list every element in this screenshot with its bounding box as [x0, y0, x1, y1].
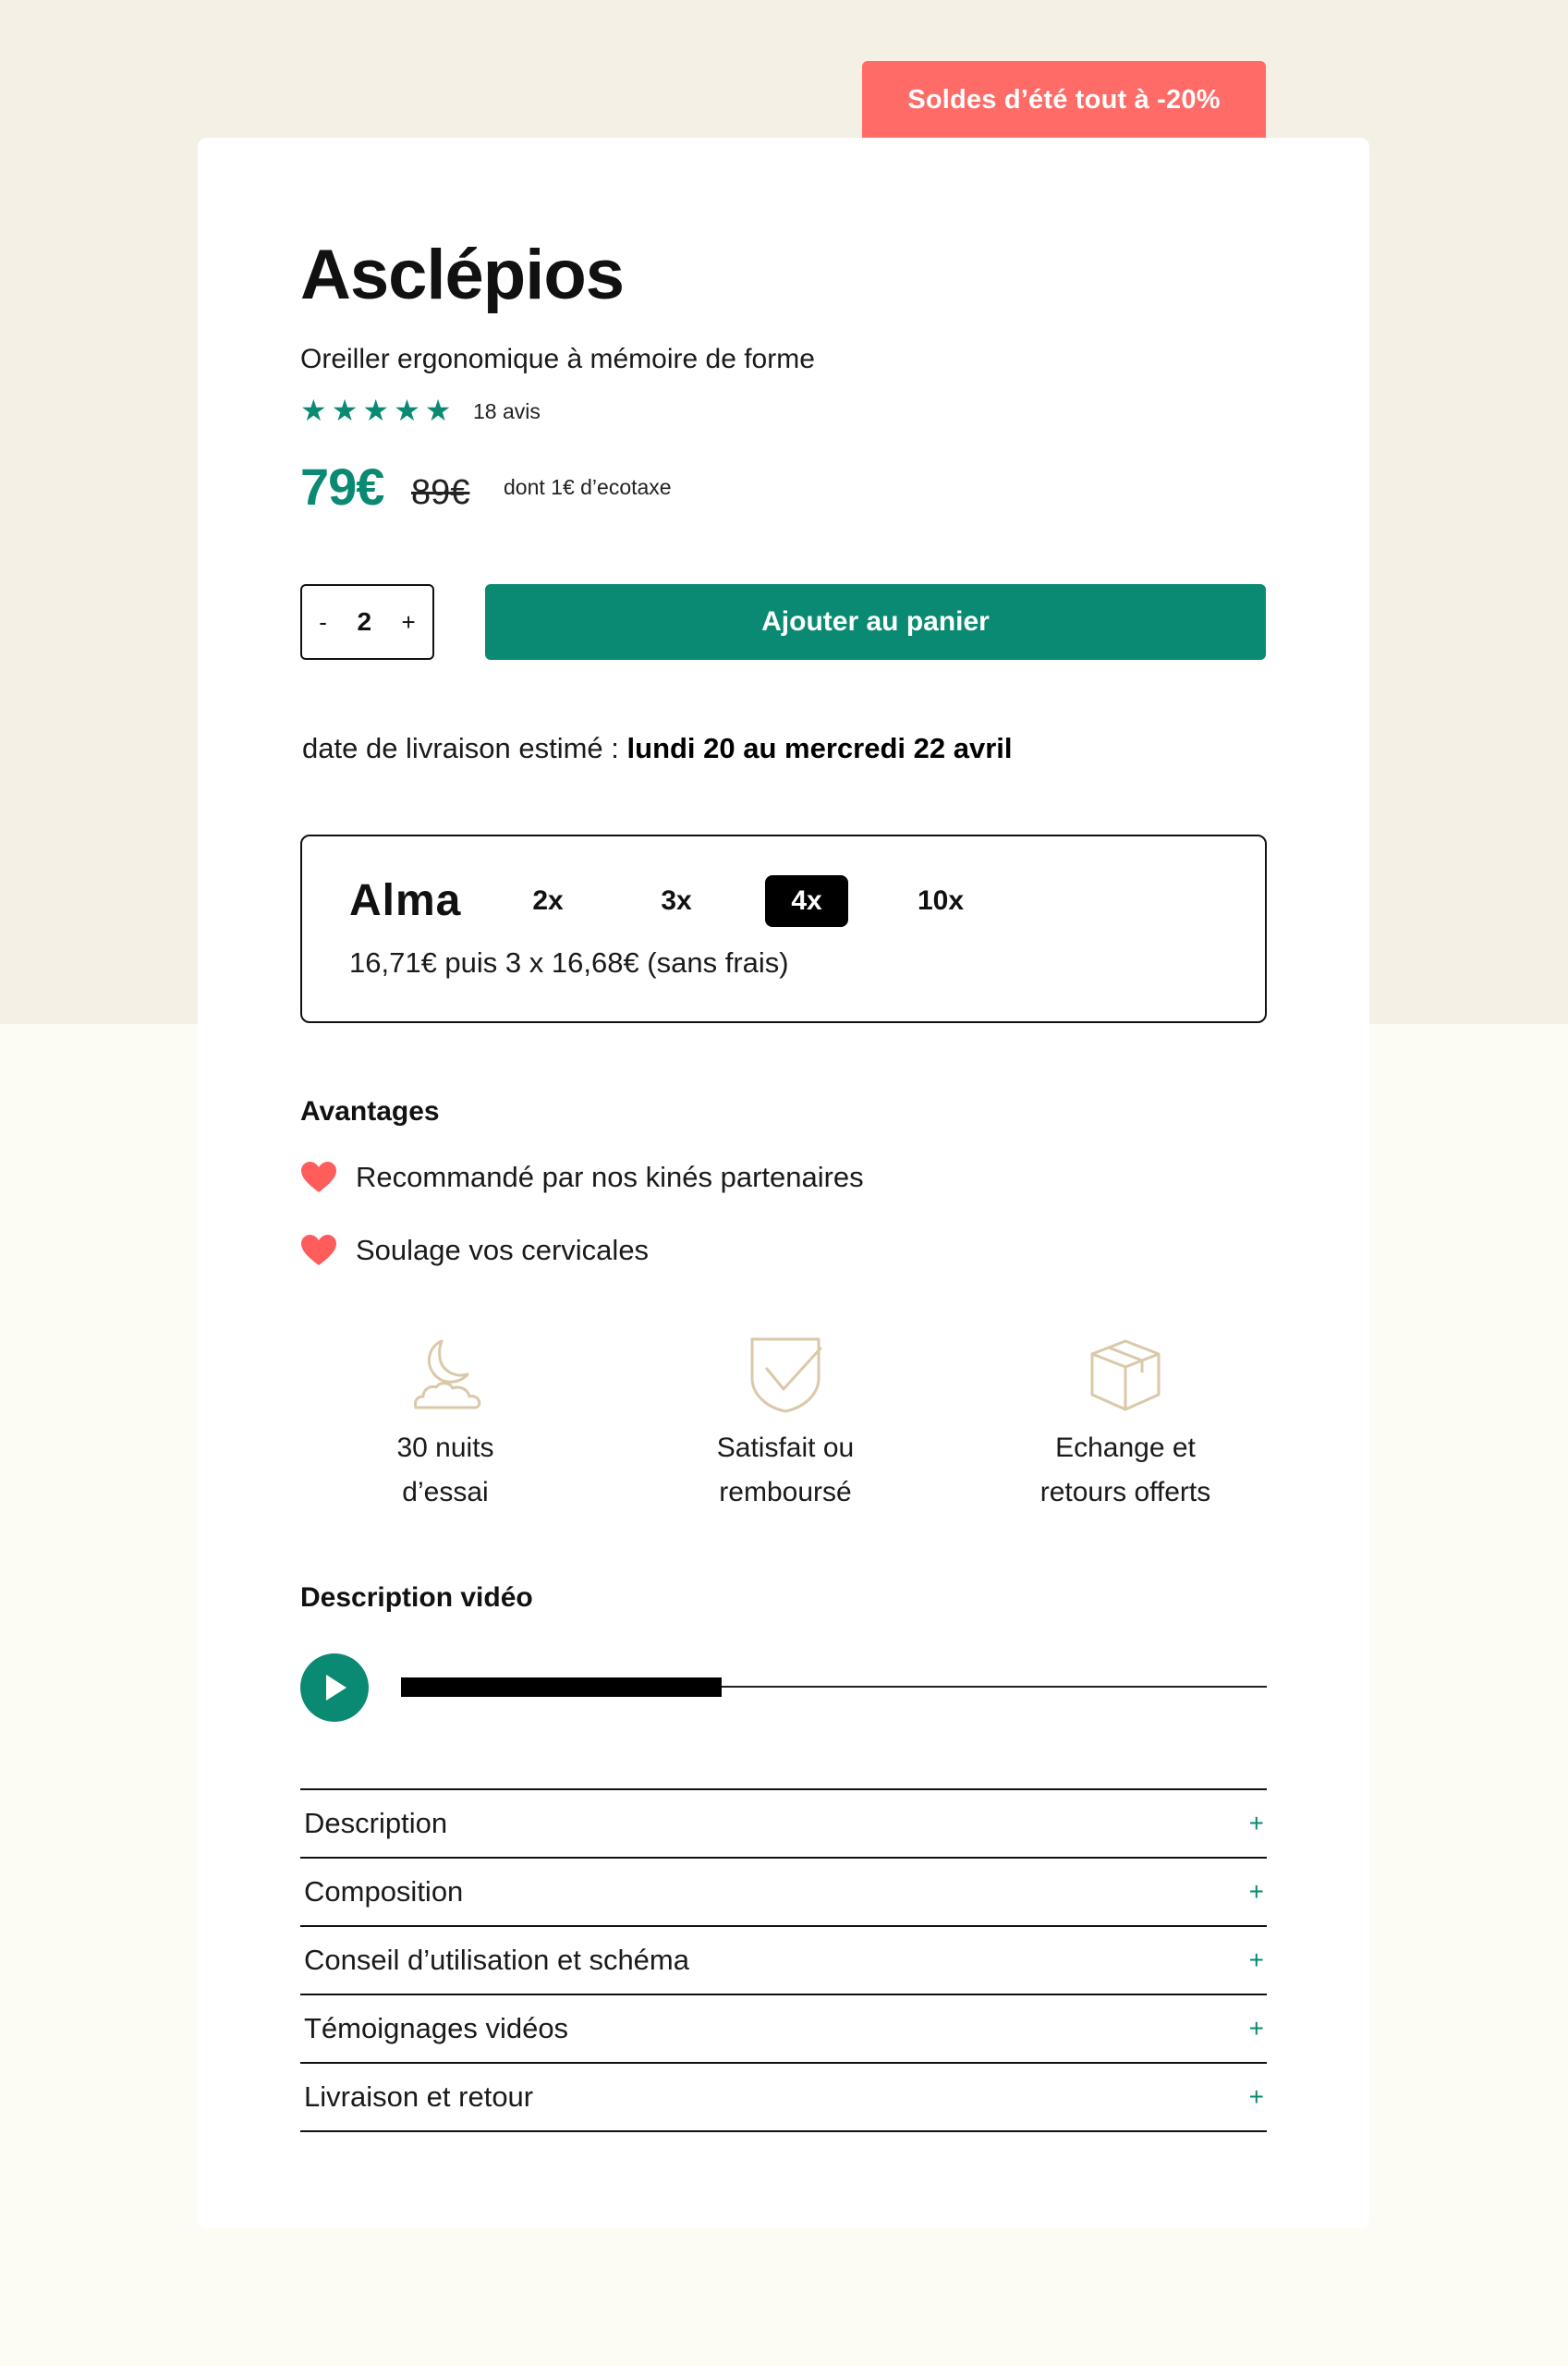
ecotaxe-note: dont 1€ d’ecotaxe [504, 475, 672, 499]
quantity-stepper[interactable] [300, 584, 434, 660]
star-icon: ★ [424, 394, 452, 427]
current-price: 79€ [300, 457, 384, 516]
alma-logo: Alma [349, 876, 462, 925]
quantity-increase-button[interactable]: + [401, 607, 416, 636]
reviews-count[interactable]: 18 avis [473, 399, 541, 423]
product-subtitle: Oreiller ergonomique à mémoire de forme [300, 344, 815, 374]
feature-trial-nights [325, 1335, 565, 1515]
accordion-item-description[interactable] [300, 1790, 1267, 1859]
sale-banner[interactable]: Soldes d’été tout à -20% [862, 61, 1266, 139]
accordion-item-usage-advice[interactable] [300, 1927, 1267, 1995]
feature-line: retours offerts [1039, 1477, 1211, 1507]
star-icon: ★ [300, 394, 327, 427]
star-icon: ★ [331, 394, 359, 427]
advantages-title: Avantages [300, 1096, 440, 1127]
plus-icon[interactable]: + [1248, 1809, 1264, 1837]
alma-option-4x[interactable]: 4x [765, 875, 848, 927]
accordion-label: Livraison et retour [304, 2080, 534, 2113]
advantage-item [300, 1161, 864, 1194]
accordion-item-delivery-returns[interactable] [300, 2064, 1267, 2132]
heart-icon [300, 1234, 337, 1267]
feature-line: Echange et [1055, 1433, 1196, 1463]
product-title: Asclépios [300, 236, 625, 314]
feature-line: d’essai [402, 1477, 489, 1507]
feature-satisfied-refund [665, 1335, 906, 1515]
accordion-item-video-testimonials[interactable] [300, 1995, 1267, 2064]
play-button[interactable] [300, 1653, 369, 1722]
advantage-item [300, 1234, 649, 1267]
alma-option-3x[interactable]: 3x [661, 885, 692, 916]
accordion-label: Composition [304, 1875, 464, 1908]
add-to-cart-button[interactable]: Ajouter au panier [485, 584, 1266, 660]
old-price: 89€ [411, 473, 470, 512]
video-progress-fill[interactable] [401, 1677, 722, 1697]
accordion-item-composition[interactable] [300, 1859, 1267, 1927]
feature-line: remboursé [719, 1477, 852, 1507]
moon-cloud-icon [407, 1335, 484, 1413]
plus-icon[interactable]: + [1248, 2014, 1264, 2043]
alma-payment-box [300, 835, 1267, 1023]
alma-installment-text: 16,71€ puis 3 x 16,68€ (sans frais) [349, 946, 789, 979]
quantity-decrease-button[interactable]: - [319, 607, 327, 636]
star-icon: ★ [394, 394, 420, 427]
feature-line: 30 nuits [396, 1433, 494, 1463]
play-icon [321, 1673, 348, 1702]
delivery-estimate [302, 732, 1013, 765]
quantity-value[interactable]: 2 [357, 607, 372, 636]
shield-check-icon [747, 1335, 824, 1413]
accordion-label: Témoignages vidéos [304, 2012, 569, 2044]
alma-option-10x[interactable]: 10x [917, 885, 965, 916]
plus-icon[interactable]: + [1248, 2082, 1264, 2111]
info-accordion [300, 1788, 1267, 2132]
video-section-title: Description vidéo [300, 1582, 533, 1613]
heart-icon [300, 1161, 337, 1194]
feature-free-returns [1005, 1335, 1246, 1515]
advantage-label: Soulage vos cervicales [356, 1234, 650, 1266]
box-icon [1087, 1335, 1164, 1413]
star-icon: ★ [362, 394, 390, 427]
plus-icon[interactable]: + [1248, 1877, 1264, 1906]
delivery-label: date de livraison estimé : [302, 732, 627, 764]
accordion-label: Description [304, 1807, 448, 1839]
accordion-label: Conseil d’utilisation et schéma [304, 1944, 689, 1976]
feature-line: Satisfait ou [716, 1433, 855, 1463]
delivery-dates: lundi 20 au mercredi 22 avril [626, 732, 1013, 764]
alma-option-2x[interactable]: 2x [532, 885, 564, 916]
rating-stars[interactable] [300, 396, 451, 425]
plus-icon[interactable]: + [1248, 1945, 1264, 1974]
advantage-label: Recommandé par nos kinés partenaires [356, 1161, 864, 1193]
